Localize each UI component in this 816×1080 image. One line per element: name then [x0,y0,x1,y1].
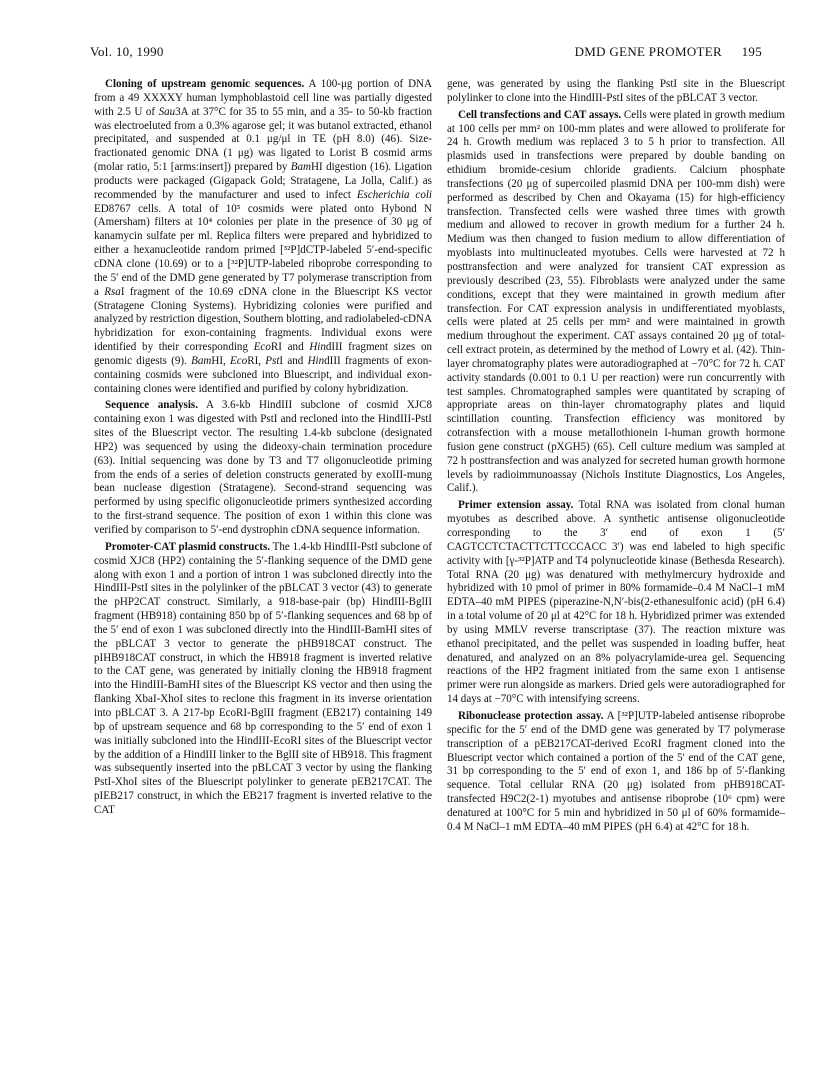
paragraph-promoter-constructs [94,541,432,818]
section-heading: Cell transfections and CAT assays. [458,108,622,121]
body-text: RI, [247,354,266,367]
body-text: dIII fragment sizes on genomic digests (9). [94,341,432,367]
body-text: Hin [309,341,326,354]
body-text: Bam [290,161,312,174]
page-number: 195 [741,44,762,59]
right-column [447,78,785,835]
body-text: HI digestion (16). Ligation products were packaged (Gigapack Gold; Stratagene, La Jolla, Calif.) as recommended by the manufacturer and used to infect [94,161,432,201]
section-heading: Sequence analysis. [105,399,198,412]
left-column [94,78,432,818]
body-text: Hin [307,354,325,367]
section-heading: Cloning of upstream genomic sequences. [105,78,305,90]
body-text: Eco [230,354,248,367]
body-text: I fragment of the 10.69 cDNA clone in the Bluescript KS vector (Stratagene Cloning Systems). Hybridizing colonies were purified and analyzed by restriction digestion, Southern blotting, and radiolabeled-cDNA hybridization for exon-containing fragments. Individual exons were identified by their corresponding [94,285,432,354]
paragraph-sequence-analysis [94,399,432,537]
body-text: ED8767 cells. A total of 10⁵ cosmids were plated onto Hybond N (Amersham) filters at 10⁴ colonies per plate in the presence of 30 μg of kanamycin sulfate per ml. Replica filters were prepared and hybridized to either a hexanucleotide random primed [³²P]dCTP-labeled 5′-end-specific cDNA clone (10.69) or to a [³²P]UTP-labeled riboprobe corresponding to the 5′ end of the DMD gene generated by T7 polymerase transcription from a [94,202,432,298]
body-text: A 3.6-kb HindIII subclone of cosmid XJC8 containing exon 1 was digested with PstI and recloned into the HindIII-PstI sites of the Bluescript vector. The resulting 1.4-kb subclone (designated HP2) was sequenced by using the dideoxy-chain termination procedure (63). Initial sequencing was done by T3 and T7 oligonucleotide priming from the ends of a series of deletion constructs generated by exoIII-mung bean nuclease digestion (Stratagene). Second-strand sequencing was performed by using specific oligonucleotide primers synthesized according to the first-strand sequence. The position of exon 1 within this clone was verified by comparison to 5′-end dystrophin cDNA sequence information. [94,399,432,536]
body-text: The 1.4-kb HindIII-PstI subclone of cosmid XJC8 (HP2) containing the 5′-flanking sequence of the DMD gene along with exon 1 and a portion of intron 1 was subcloned directly into the HindIII-PstI sites in the polylinker of the pBLCAT 3 vector (43) to generate the pHP2CAT construct. Similarly, a 918-base-pair (bp) HindIII-BglII fragment (HB918) containing 850 bp of 5′-flanking sequences and 68 bp of the 5′ end of exon 1 was subcloned directly into the HindIII-BamHI sites of the pBLCAT 3 vector to generate the pHB918CAT construct. The pIHB918CAT construct, in which the HB918 fragment is inverted relative to the CAT gene, was generated by initially cloning the HB918 fragment into the HindIII-BamHI sites of the Bluescript KS vector and then using the flanking XbaI-XhoI sites to reclone this fragment in its inverse orientation into pBLCAT 3. A 217-bp EcoRI-BglII fragment (EB217) containing 149 bp of upstream sequence and 68 bp corresponding to the 5′ end of exon 1 was initially subcloned into the HindIII-EcoRI sites of the Bluescript vector by the addition of a HindIII linker to the BglII site of HB918. This fragment was subsequently inserted into the pBLCAT 3 vector by using the flanking PstI-XhoI sites of the Bluescript polylinker to generate pEB217CAT. The pIEB217 construct, in which the EB217 fragment is inverted relative to the CAT [94,540,432,816]
body-text: Total RNA was isolated from clonal human myotubes as described above. A synthetic antisense oligonucleotide corresponding to the 3′ end of exon 1 (5′ CAGTCCTCTACTTCTTCCCACC 3′) was end labeled to high specific activity with [γ-³²P]ATP and T4 polynucleotide kinase (Bethesda Research). Total RNA (20 μg) was denatured with methylmercury hydroxide and hybridized with 10 pmol of primer in 80% formamide–0.4 M NaCl–1 mM EDTA–40 mM PIPES (piperazine-N,N′-bis(2-ethanesulfonic acid) (pH 6.4) in a total volume of 20 μl at 42°C for 18 h. Hybridized primer was extended by using MMLV reverse transcriptase (37). The reaction mixture was ethanol precipitated, and the pellet was suspended in loading buffer, heat denatured, and analyzed on an 8% polyacrylamide-urea gel. Sequencing reactions of the HP2 fragment initiated from the same exon 1 antisense primer were run alongside as markers. Dried gels were autoradiographed for 14 days at −70°C with intensifying screens. [447,499,785,706]
body-text: Escherichia coli [356,188,433,201]
body-text: RI and [270,341,310,354]
body-text: HI, [211,354,231,367]
body-text: 3A at 37°C for 35 to 55 min, and a 35- to 50-kb fraction was electroeluted from a 0.3% agarose gel; it was butanol extracted, ethanol precipitated, and suspended at 0.1 μg/μl in TE (pH 8.0) (46). Size-fractionated genomic DNA (1 μg) was ligated to Lorist B cosmid arms (molar ratio, 5:1 [arms:insert]) prepared by [94,105,432,174]
section-heading: Ribonuclease protection assay. [458,709,604,722]
body-text: Cells were plated in growth medium at 100 cells per mm² on 100-mm plates and were allowed to proliferate for 24 h. Growth medium was replaced 3 to 5 h prior to transfection. All plasmids used in transfections were prepared by double banding on ethidium bromide-cesium chloride gradients. Calcium phosphate transfections (20 μg of supercoiled plasmid DNA per 100-mm dish) were performed as described by Chen and Okayama (15) for high-efficiency transfection. Transfected cells were washed three times with growth medium and allowed to recover in growth medium for a further 24 h. Medium was then changed to fusion medium to allow differentiation of myoblasts into multinucleated myotubes. Cells were harvested at 72 h posttransfection and were analyzed for transient CAT expression as previously described (23, 55). Fibroblasts were analyzed under the same conditions, except that they were maintained in growth medium after transfection. For CAT expression analysis in undifferentiated myoblasts, cells were plated at 25 cells per mm² and were maintained in growth medium throughout the experiment. CAT assays contained 20 μg of total-cell extract protein, as determined by the method of Lowry et al. (42). Thin-layer chromatography plates were autoradiographed at −70°C for 72 h. CAT activity standards (0.001 to 0.1 U per reaction) were run concurrently with test samples. Chromatographed samples were quantitated by scraping of appropriate areas on thin-layer chromatography plates and liquid scintillation counting. Transfection efficiency was monitored by cotransfection with a mouse metallothionein I-human growth hormone fusion gene construct (pXGH5) (65). Cell culture medium was sampled at 72 h posttransfection and was analyzed for secreted human growth hormone levels by radioimmunoassay (Nichols Institute Diagnostics, Los Angeles, Calif.). [447,108,785,495]
body-text: A 100-μg portion of DNA from a 49 XXXXY human lymphoblastoid cell line was partially digested with 2.5 U of [94,78,433,118]
paragraph-continued: gene, was generated by using the flanking PstI site in the Bluescript polylinker to clone into the HindIII-PstI sites of the pBLCAT 3 vector. [447,78,785,104]
body-text: I and [279,354,308,367]
body-text: A [³²P]UTP-labeled antisense riboprobe specific for the 5′ end of the DMD gene was generated by T7 polymerase transcription of a pEB217CAT-derived EcoRI fragment cloned into the Bluescript vector which contained a portion of the 5′ end of the CAT gene, 31 bp corresponding to the 5′ end of exon 1, and 186 bp of 5′-flanking sequence. Total cellular RNA (20 μg) isolated from pHB918CAT-transfected H9C2(2-1) myotubes and antisense riboprobe (10⁶ cpm) were denatured at 100°C for 5 min and hybridized in 50 μl of 60% formamide–0.4 M NaCl–1 mM EDTA–40 mM PIPES (pH 6.4) at 42°C for 18 h. [447,709,786,833]
body-text: Pst [265,354,280,367]
paragraph-ribonuclease-protection [447,710,785,835]
body-text: Sau [158,105,176,118]
body-text: dIII fragments of exon-containing cosmids were subcloned into Bluescript, and individual exon-containing clones were identified and purified by colony hybridization. [94,354,432,395]
paragraph-primer-extension [447,499,785,707]
body-text: Eco [253,341,271,354]
paragraph-cell-transfections [447,109,785,497]
running-title: DMD GENE PROMOTER [574,44,722,59]
section-heading: Promoter-CAT plasmid constructs. [105,540,271,553]
running-header [90,44,762,64]
body-text: Rsa [104,285,121,298]
body-text: Bam [191,354,212,367]
volume-label: Vol. 10, 1990 [90,44,164,59]
paragraph-cloning [94,78,432,396]
section-heading: Primer extension assay. [458,499,574,512]
